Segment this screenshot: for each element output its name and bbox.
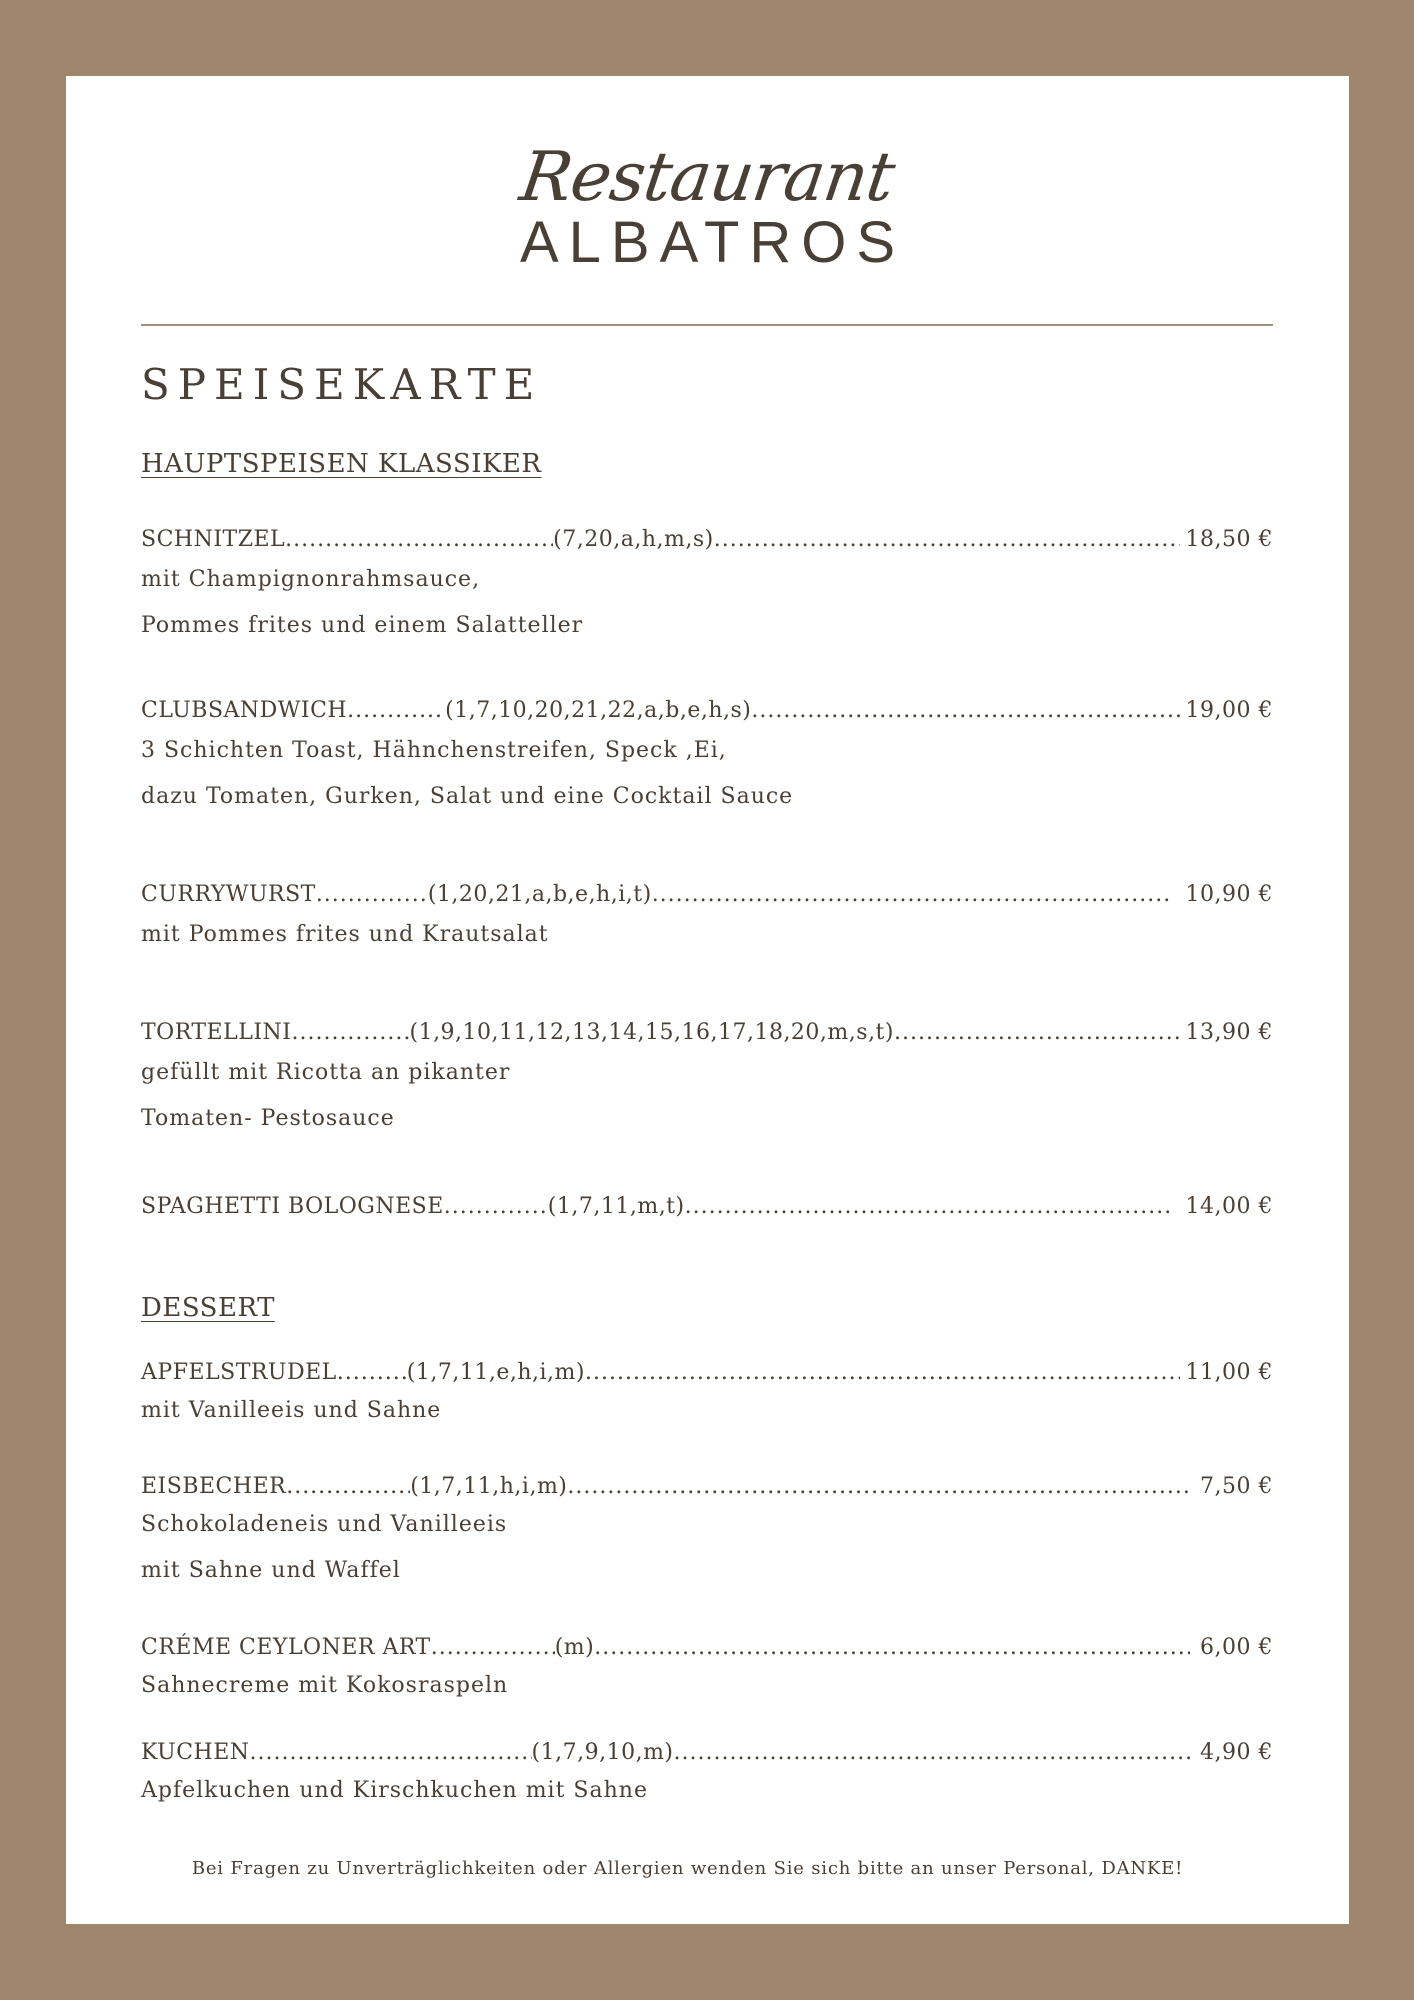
- menu-item-clubsandwich: [141, 696, 1273, 820]
- section-heading-dessert: DESSERT: [141, 1293, 275, 1323]
- menu-item-line: [141, 525, 1273, 555]
- menu-item-description: dazu Tomaten, Gurken, Salat und eine Cocktail Sauce: [141, 784, 794, 809]
- dot-leader: [291, 1018, 409, 1048]
- menu-item-description: mit Sahne und Waffel: [141, 1558, 401, 1583]
- menu-item-description: Pommes frites und einem Salatteller: [141, 613, 584, 638]
- allergen-codes: (7,20,a,h,m,s): [553, 527, 714, 552]
- menu-page: [66, 76, 1349, 1924]
- menu-item-description: Tomaten- Pestosauce: [141, 1106, 395, 1131]
- menu-title: SPEISEKARTE: [141, 360, 543, 409]
- menu-item-name: CRÉME CEYLONER ART: [141, 1635, 431, 1660]
- allergen-codes: (1,7,11,m,t): [547, 1194, 685, 1219]
- dot-leader: [714, 525, 1180, 555]
- dot-leader: [585, 1358, 1180, 1388]
- menu-item-description: mit Pommes frites und Krautsalat: [141, 922, 549, 947]
- menu-item-price: 4,90 €: [1200, 1740, 1273, 1765]
- allergen-codes: (1,7,11,e,h,i,m): [406, 1360, 585, 1385]
- dot-leader: [285, 525, 553, 555]
- allergen-codes: (1,7,9,10,m): [531, 1740, 674, 1765]
- dot-leader: [337, 1358, 407, 1388]
- menu-item-line: [141, 1192, 1273, 1222]
- menu-item-price: 14,00 €: [1185, 1194, 1273, 1219]
- dot-leader: [894, 1018, 1180, 1048]
- menu-item-line: [141, 1472, 1273, 1502]
- menu-item-price: 13,90 €: [1185, 1020, 1273, 1045]
- menu-item-price: 6,00 €: [1200, 1635, 1273, 1660]
- menu-item-description: mit Vanilleeis und Sahne: [141, 1398, 442, 1423]
- menu-item-price: 10,90 €: [1185, 882, 1273, 907]
- menu-item-creme-ceyloner-art: [141, 1633, 1273, 1709]
- header-divider: [141, 324, 1273, 326]
- menu-item-kuchen: [141, 1738, 1273, 1814]
- menu-item-line: [141, 1358, 1273, 1388]
- allergy-note: Bei Fragen zu Unverträglichkeiten oder Allergien wenden Sie sich bitte an unser Personal, DANKE!: [191, 1858, 1184, 1879]
- menu-item-tortellini: [141, 1018, 1273, 1142]
- dot-leader: [316, 880, 428, 910]
- dot-leader: [444, 1192, 548, 1222]
- dot-leader: [250, 1738, 532, 1768]
- dot-leader: [431, 1633, 555, 1663]
- dot-leader: [286, 1472, 410, 1502]
- menu-item-description: Apfelkuchen und Kirschkuchen mit Sahne: [141, 1778, 648, 1803]
- menu-item-description: 3 Schichten Toast, Hähnchenstreifen, Speck ,Ei,: [141, 738, 727, 763]
- menu-item-name: SPAGHETTI BOLOGNESE: [141, 1194, 444, 1219]
- restaurant-brand-name: ALBATROS: [519, 210, 906, 275]
- allergen-codes: (1,7,10,20,21,22,a,b,e,h,s): [445, 698, 752, 723]
- dot-leader: [347, 696, 445, 726]
- menu-item-price: 11,00 €: [1185, 1360, 1273, 1385]
- menu-item-spaghetti-bolognese: [141, 1192, 1273, 1222]
- menu-item-name: APFELSTRUDEL: [141, 1360, 337, 1385]
- menu-item-line: [141, 1738, 1273, 1768]
- dot-leader: [685, 1192, 1172, 1222]
- menu-item-price: 7,50 €: [1200, 1474, 1273, 1499]
- allergen-codes: (m): [554, 1635, 595, 1660]
- menu-item-line: [141, 880, 1273, 910]
- menu-item-currywurst: [141, 880, 1273, 958]
- menu-item-line: [141, 1018, 1273, 1048]
- menu-item-price: 19,00 €: [1185, 698, 1273, 723]
- dot-leader: [567, 1472, 1190, 1502]
- menu-item-description: mit Champignonrahmsauce,: [141, 567, 481, 592]
- menu-item-name: KUCHEN: [141, 1740, 250, 1765]
- menu-item-description: Sahnecreme mit Kokosraspeln: [141, 1673, 509, 1698]
- allergen-codes: (1,20,21,a,b,e,h,i,t): [427, 882, 652, 907]
- menu-item-line: [141, 696, 1273, 726]
- menu-item-schnitzel: [141, 525, 1273, 649]
- menu-item-description: Schokoladeneis und Vanilleeis: [141, 1512, 508, 1537]
- menu-item-apfelstrudel: [141, 1358, 1273, 1434]
- dot-leader: [652, 880, 1172, 910]
- menu-item-description: gefüllt mit Ricotta an pikanter: [141, 1060, 511, 1085]
- allergen-codes: (1,7,11,h,i,m): [410, 1474, 568, 1499]
- menu-item-name: CLUBSANDWICH: [141, 698, 348, 723]
- menu-item-price: 18,50 €: [1185, 527, 1273, 552]
- menu-item-name: CURRYWURST: [141, 882, 316, 907]
- menu-item-name: TORTELLINI: [141, 1020, 292, 1045]
- dot-leader: [594, 1633, 1190, 1663]
- menu-item-name: EISBECHER: [141, 1474, 287, 1499]
- dot-leader: [674, 1738, 1190, 1768]
- restaurant-script-title: Restaurant: [515, 138, 900, 217]
- section-heading-main-dishes: HAUPTSPEISEN KLASSIKER: [141, 449, 542, 479]
- restaurant-header: [66, 138, 1349, 275]
- menu-item-name: SCHNITZEL: [141, 527, 286, 552]
- dot-leader: [751, 696, 1179, 726]
- menu-item-line: [141, 1633, 1273, 1663]
- menu-item-eisbecher: [141, 1472, 1273, 1594]
- allergen-codes: (1,9,10,11,12,13,14,15,16,17,18,20,m,s,t): [409, 1020, 894, 1045]
